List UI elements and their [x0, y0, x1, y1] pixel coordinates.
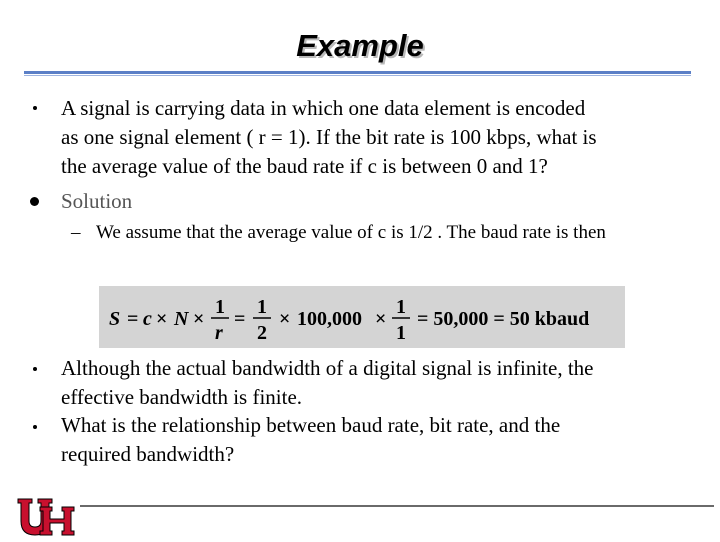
formula-svg [99, 286, 625, 348]
formula-times: × [193, 308, 205, 330]
title-rule-thin [24, 75, 691, 76]
formula-100k: 100,000 [297, 308, 362, 330]
bullet-marker [33, 367, 37, 371]
formula-S: S [109, 308, 121, 330]
slide-title: Example [296, 28, 424, 63]
sub-bullet-text: We assume that the average value of c is 1/2 . The baud rate is then [96, 222, 606, 243]
formula-box [99, 286, 625, 348]
footer-line [80, 505, 714, 507]
bullet-marker [30, 197, 39, 206]
formula-eq: = [127, 308, 139, 330]
formula-c: c [143, 308, 152, 330]
formula-num: 1 [257, 296, 267, 318]
bullet-solution: Solution [61, 189, 133, 213]
formula-eq: = [234, 308, 246, 330]
bullet-marker [33, 425, 37, 429]
uh-logo-icon [14, 497, 76, 537]
bullet-line: A signal is carrying data in which one data element is encoded [61, 96, 586, 120]
bullet-line: What is the relationship between baud rate, bit rate, and the [61, 413, 561, 437]
bullet-line: effective bandwidth is finite. [61, 385, 303, 409]
formula-times: × [279, 308, 291, 330]
formula-num: 1 [215, 296, 225, 318]
bullet-line: as one signal element ( r = 1). If the bit rate is 100 kbps, what is [61, 125, 597, 149]
formula-den-2: 2 [257, 322, 267, 344]
sub-bullet-dash: – [71, 222, 81, 243]
formula-den-1: 1 [396, 322, 406, 344]
bullet-bandwidth [61, 354, 593, 412]
bullet-marker [33, 106, 37, 110]
uh-logo [14, 497, 76, 537]
title-rule [24, 71, 691, 74]
formula-result: = 50,000 = 50 kbaud [417, 308, 590, 330]
bullet-line: Although the actual bandwidth of a digital signal is infinite, the [61, 356, 594, 380]
bullet-line: required bandwidth? [61, 442, 235, 466]
bullet-line: the average value of the baud rate if c is between 0 and 1? [61, 154, 548, 178]
formula-times: × [156, 308, 168, 330]
bullet-question [61, 94, 597, 181]
formula-num: 1 [396, 296, 406, 318]
bullet-relationship [61, 411, 560, 469]
formula-times: × [375, 308, 387, 330]
formula-den-r: r [215, 322, 223, 344]
formula-N: N [174, 308, 189, 330]
